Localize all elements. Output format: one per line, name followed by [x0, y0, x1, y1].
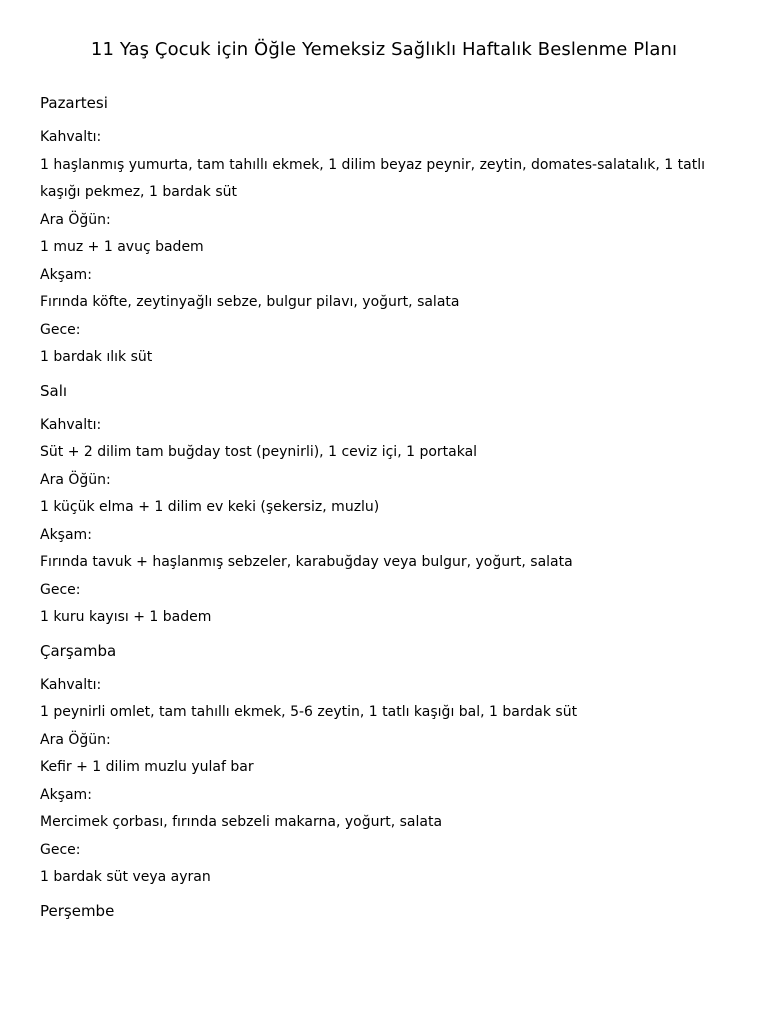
meal-label-snack: Ara Öğün: [40, 471, 111, 488]
meal-content-snack: Kefir + 1 dilim muzlu yulaf bar [40, 759, 254, 775]
day-section-persembe [40, 900, 728, 922]
meal-content-night: 1 bardak ılık süt [40, 349, 153, 365]
meal-label-breakfast: Kahvaltı: [40, 129, 102, 145]
meal-label-snack: Ara Öğün: [40, 731, 111, 748]
day-section-sali [40, 380, 728, 632]
meal-label-night: Gece: [40, 321, 81, 338]
meal-content-dinner: Mercimek çorbası, fırında sebzeli makarna, yoğurt, salata [40, 814, 443, 830]
day-heading: Pazartesi [40, 94, 108, 112]
meal-content-breakfast: Süt + 2 dilim tam buğday tost (peynirli), 1 ceviz içi, 1 portakal [40, 444, 478, 460]
weekly-plan [40, 92, 728, 922]
meal-label-night: Gece: [40, 581, 81, 598]
day-section-pazartesi [40, 92, 728, 372]
day-section-carsamba [40, 640, 728, 892]
meal-list [40, 124, 728, 372]
meal-content-night: 1 bardak süt veya ayran [40, 869, 211, 885]
meal-label-dinner: Akşam: [40, 786, 92, 803]
meal-content-dinner: Fırında tavuk + haşlanmış sebzeler, karabuğday veya bulgur, yoğurt, salata [40, 554, 573, 570]
meal-label-breakfast: Kahvaltı: [40, 416, 102, 433]
meal-label-breakfast: Kahvaltı: [40, 676, 102, 693]
meal-label-night: Gece: [40, 841, 81, 858]
day-heading: Perşembe [40, 901, 115, 920]
meal-content-breakfast: 1 peynirli omlet, tam tahıllı ekmek, 5-6 zeytin, 1 tatlı kaşığı bal, 1 bardak süt [40, 704, 578, 720]
meal-content-snack: 1 muz + 1 avuç badem [40, 239, 204, 255]
document-title: 11 Yaş Çocuk için Öğle Yemeksiz Sağlıklı Haftalık Beslenme Planı [90, 39, 678, 60]
meal-content-night: 1 kuru kayısı + 1 badem [40, 609, 212, 625]
meal-label-dinner: Akşam: [40, 266, 92, 283]
meal-list [40, 672, 728, 892]
meal-content-dinner: Fırında köfte, zeytinyağlı sebze, bulgur pilavı, yoğurt, salata [40, 294, 460, 310]
day-heading: Çarşamba [40, 641, 117, 660]
meal-list [40, 412, 728, 632]
meal-label-dinner: Akşam: [40, 526, 92, 543]
meal-content-snack: 1 küçük elma + 1 dilim ev keki (şekersiz, muzlu) [40, 499, 380, 515]
meal-content-breakfast: 1 haşlanmış yumurta, tam tahıllı ekmek, 1 dilim beyaz peynir, zeytin, domates-salatalık, 1 tatlı kaşığı pekmez, 1 bardak süt [40, 156, 705, 200]
meal-label-snack: Ara Öğün: [40, 211, 111, 228]
day-heading: Salı [40, 381, 68, 400]
